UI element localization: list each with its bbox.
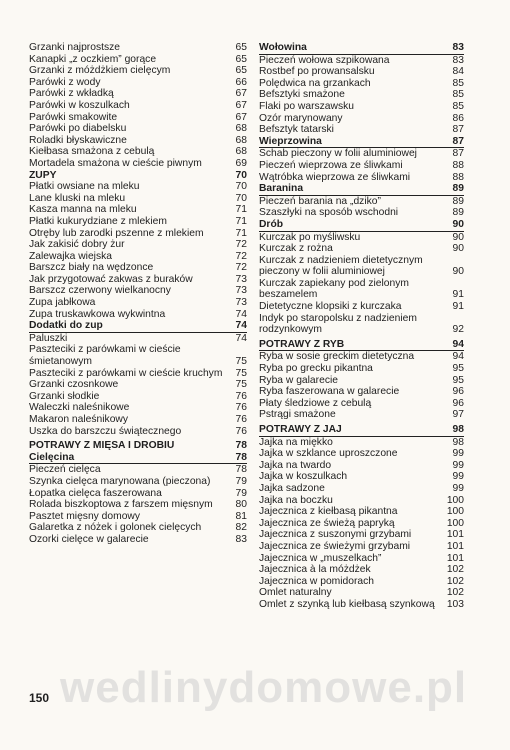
toc-entry <box>259 351 464 363</box>
toc-entry-page: 85 <box>452 77 464 89</box>
toc-entry-title: Kiełbasa smażona z cebulą <box>29 146 155 158</box>
toc-entry <box>259 207 464 219</box>
toc-entry-page: 68 <box>235 123 247 135</box>
toc-entry-title: Kanapki „z oczkiem” gorące <box>29 53 157 65</box>
toc-entry-title: Indyk po staropolsku z nadzieniem rodzynkowym <box>259 312 417 336</box>
watermark: wedlinydomowe.pl <box>60 663 468 712</box>
toc-entry <box>29 77 247 89</box>
toc-entry-page: 99 <box>452 459 464 471</box>
toc-entry <box>259 196 464 208</box>
toc-entry-page: 97 <box>452 409 464 421</box>
toc-entry-page: 92 <box>452 324 464 336</box>
toc-entry-title: Lane kluski na mleku <box>29 192 126 204</box>
toc-entry <box>259 518 464 530</box>
toc-entry-title: Parówki w koszulkach <box>29 99 130 111</box>
toc-entry <box>259 437 464 449</box>
toc-entry-title: Łopatka cielęca faszerowana <box>29 487 162 499</box>
toc-entry-title: ZUPY <box>29 169 57 181</box>
toc-entry <box>259 576 464 588</box>
toc-entry <box>259 483 464 495</box>
toc-entry-page: 65 <box>235 53 247 65</box>
toc-entry <box>29 344 247 367</box>
toc-entry-title: Jajka w szklance uproszczone <box>259 448 398 460</box>
toc-entry-title: Ryba faszerowana w galarecie <box>259 386 400 398</box>
toc-entry <box>259 375 464 387</box>
toc-entry-page: 72 <box>235 262 247 274</box>
toc-entry-title: Jajecznica w „muszelkach” <box>259 552 382 564</box>
toc-entry-title: Jajka sadzone <box>259 482 325 494</box>
toc-entry <box>29 54 247 66</box>
toc-right-column <box>259 42 464 611</box>
toc-entry <box>29 146 247 158</box>
toc-entry-title: POTRAWY Z MIĘSA I DROBIU <box>29 440 175 452</box>
toc-entry-page: 98 <box>452 436 464 448</box>
toc-entry-page: 100 <box>446 517 464 529</box>
toc-entry <box>29 426 247 438</box>
toc-left-column <box>29 42 247 546</box>
toc-entry-page: 74 <box>235 308 247 320</box>
toc-entry <box>259 495 464 507</box>
toc-entry-title: Zalewajka wiejska <box>29 250 112 262</box>
toc-entry-title: Pasztet mięsny domowy <box>29 510 141 522</box>
toc-entry <box>259 55 464 67</box>
toc-entry <box>29 274 247 286</box>
toc-entry-title: Kurczak z rożna <box>259 243 333 255</box>
toc-entry-title: Ozorki cielęce w galarecie <box>29 533 149 545</box>
toc-entry-title: Jajecznica w pomidorach <box>259 575 375 587</box>
toc-entry-page: 81 <box>235 510 247 522</box>
toc-entry-page: 79 <box>235 475 247 487</box>
toc-entry-title: Paszteciki z parówkami w cieście śmietanowym <box>29 344 181 368</box>
toc-entry-title: Ryba po grecku pikantna <box>259 363 373 375</box>
toc-entry-page: 70 <box>235 169 247 181</box>
toc-entry-page: 68 <box>235 146 247 158</box>
toc-entry <box>259 541 464 553</box>
toc-entry <box>29 135 247 147</box>
toc-entry-page: 89 <box>452 195 464 207</box>
toc-entry <box>29 100 247 112</box>
toc-entry-page: 78 <box>235 451 247 463</box>
toc-section-heading <box>259 339 464 352</box>
toc-entry <box>29 379 247 391</box>
toc-entry <box>259 599 464 611</box>
toc-entry-page: 103 <box>446 598 464 610</box>
toc-section-heading <box>29 440 247 452</box>
toc-entry <box>29 488 247 500</box>
toc-entry-page: 75 <box>235 356 247 368</box>
toc-entry-page: 67 <box>235 111 247 123</box>
toc-entry-title: Cielęcina <box>29 451 75 463</box>
toc-entry <box>259 363 464 375</box>
toc-entry <box>29 181 247 193</box>
toc-entry <box>259 506 464 518</box>
toc-entry-page: 94 <box>452 351 464 363</box>
toc-entry-title: Grzanki słodkie <box>29 390 100 402</box>
toc-entry-page: 74 <box>235 332 247 344</box>
toc-entry-page: 74 <box>235 320 247 332</box>
toc-entry-page: 72 <box>235 250 247 262</box>
toc-entry-page: 73 <box>235 297 247 309</box>
toc-entry-page: 101 <box>446 540 464 552</box>
toc-entry <box>29 333 247 345</box>
toc-entry-title: Kurczak z nadzieniem dietetycznym pieczony w folii aluminiowej <box>259 254 423 278</box>
toc-entry-title: Kurczak zapiekany pod zielonym beszamelem <box>259 277 409 301</box>
toc-entry-page: 87 <box>452 135 464 147</box>
toc-entry-page: 79 <box>235 487 247 499</box>
toc-entry-title: Paszteciki z parówkami w cieście kruchym <box>29 367 223 379</box>
toc-entry-page: 85 <box>452 89 464 101</box>
toc-entry <box>29 262 247 274</box>
toc-entry-page: 76 <box>235 390 247 402</box>
toc-entry <box>259 232 464 244</box>
toc-entry-title: Jajka w koszulkach <box>259 471 348 483</box>
toc-entry <box>29 511 247 523</box>
toc-entry-title: Pieczeń cielęca <box>29 464 101 476</box>
toc-entry <box>29 204 247 216</box>
toc-entry-title: Parówki z wkładką <box>29 88 114 100</box>
toc-entry-title: Parówki po diabelsku <box>29 123 127 135</box>
toc-entry <box>259 89 464 101</box>
toc-entry-page: 66 <box>235 76 247 88</box>
toc-entry-title: Kasza manna na mleku <box>29 204 137 216</box>
toc-entry-title: Wieprzowina <box>259 135 322 147</box>
toc-entry-page: 91 <box>452 301 464 313</box>
toc-entry-page: 76 <box>235 414 247 425</box>
toc-entry <box>259 101 464 113</box>
toc-entry-page: 99 <box>452 471 464 483</box>
toc-entry-title: Jajka na boczku <box>259 494 333 506</box>
toc-entry <box>29 368 247 380</box>
toc-entry <box>29 251 247 263</box>
toc-entry-title: Grzanki czosnkowe <box>29 379 119 391</box>
toc-entry <box>259 398 464 410</box>
toc-entry-page: 73 <box>235 285 247 297</box>
toc-entry-page: 86 <box>452 112 464 124</box>
toc-entry-title: Rolada biszkoptowa z farszem mięsnym <box>29 499 213 511</box>
toc-entry-title: Płatki owsiane na mleku <box>29 181 140 193</box>
toc-entry-title: Paluszki <box>29 332 68 344</box>
toc-section-heading <box>29 320 247 333</box>
toc-entry-page: 101 <box>446 529 464 541</box>
toc-entry-page: 98 <box>452 424 464 435</box>
toc-entry-title: Waleczki naleśnikowe <box>29 402 130 414</box>
toc-entry <box>29 285 247 297</box>
toc-entry <box>259 564 464 576</box>
toc-entry-title: Szaszłyki na sposób wschodni <box>259 207 399 219</box>
toc-entry-page: 99 <box>452 482 464 494</box>
toc-entry-page: 94 <box>452 338 464 350</box>
toc-entry-page: 67 <box>235 99 247 111</box>
toc-entry-title: Schab pieczony w folii aluminiowej <box>259 148 417 160</box>
toc-entry-page: 90 <box>452 266 464 278</box>
toc-entry-title: Ryba w sosie greckim dietetyczna <box>259 351 415 363</box>
toc-entry-page: 90 <box>452 231 464 243</box>
toc-entry-page: 83 <box>452 42 464 53</box>
toc-entry-title: Drób <box>259 218 284 230</box>
toc-entry <box>29 239 247 251</box>
toc-entry-page: 95 <box>452 374 464 386</box>
toc-entry-title: Galaretka z nóżek i golonek cielęcych <box>29 522 202 534</box>
toc-entry-page: 95 <box>452 363 464 375</box>
toc-entry <box>259 448 464 460</box>
toc-entry-title: Grzanki z móżdżkiem cielęcym <box>29 65 171 77</box>
toc-entry <box>29 88 247 100</box>
toc-entry-title: Kurczak po myśliwsku <box>259 231 361 243</box>
toc-entry <box>259 255 464 278</box>
toc-entry-page: 69 <box>235 157 247 169</box>
toc-entry-title: Jajka na miękko <box>259 436 333 448</box>
toc-entry-title: Ozór marynowany <box>259 112 343 124</box>
toc-entry-title: Pieczeń barania na „dziko” <box>259 195 381 207</box>
toc-entry <box>29 534 247 546</box>
toc-entry <box>29 499 247 511</box>
toc-entry <box>259 148 464 160</box>
toc-entry-page: 101 <box>446 552 464 564</box>
toc-entry <box>29 112 247 124</box>
toc-entry-page: 70 <box>235 192 247 204</box>
toc-section-heading <box>259 183 464 196</box>
toc-entry <box>259 172 464 184</box>
toc-entry-title: Jajecznica z suszonymi grzybami <box>259 529 412 541</box>
toc-entry-title: Uszka do barszczu świątecznego <box>29 425 182 437</box>
toc-entry-page: 78 <box>235 464 247 476</box>
toc-entry-title: Otręby lub zarodki pszenne z mlekiem <box>29 227 204 239</box>
toc-entry-page: 73 <box>235 273 247 285</box>
toc-entry-page: 80 <box>235 499 247 511</box>
toc-entry-title: Jak zakisić dobry żur <box>29 239 125 251</box>
toc-entry-page: 75 <box>235 367 247 379</box>
toc-entry-title: Befsztyki smażone <box>259 89 345 101</box>
toc-entry-page: 68 <box>235 134 247 146</box>
toc-entry <box>259 529 464 541</box>
toc-entry <box>29 42 247 54</box>
toc-entry-title: Jak przygotować zakwas z buraków <box>29 273 193 285</box>
toc-entry-title: Makaron naleśnikowy <box>29 414 129 425</box>
toc-entry-page: 76 <box>235 402 247 414</box>
toc-entry <box>259 160 464 172</box>
toc-entry-title: Pstrągi smażone <box>259 409 336 421</box>
toc-entry-page: 96 <box>452 397 464 409</box>
toc-entry-page: 70 <box>235 181 247 193</box>
toc-entry <box>29 476 247 488</box>
toc-entry-title: Wołowina <box>259 42 307 53</box>
toc-entry-title: Zupa jabłkowa <box>29 297 96 309</box>
toc-entry-page: 71 <box>235 215 247 227</box>
toc-entry-page: 89 <box>452 207 464 219</box>
toc-section-heading <box>259 219 464 232</box>
toc-entry-page: 83 <box>235 533 247 545</box>
toc-entry <box>259 78 464 90</box>
toc-entry <box>29 123 247 135</box>
toc-entry <box>259 243 464 255</box>
toc-entry-page: 87 <box>452 148 464 160</box>
toc-entry-page: 89 <box>452 183 464 195</box>
toc-entry <box>29 464 247 476</box>
toc-entry-title: Jajecznica à la móżdżek <box>259 564 371 576</box>
toc-entry-title: Baranina <box>259 183 304 195</box>
toc-entry <box>259 471 464 483</box>
toc-entry <box>29 216 247 228</box>
toc-entry-title: Ryba w galarecie <box>259 374 338 386</box>
toc-entry <box>259 313 464 336</box>
toc-entry-title: Mortadela smażona w cieście piwnym <box>29 157 202 169</box>
toc-entry-page: 84 <box>452 66 464 78</box>
toc-entry <box>29 65 247 77</box>
toc-entry-title: Omlet z szynką lub kiełbasą szynkową <box>259 598 435 610</box>
toc-entry-page: 65 <box>235 65 247 77</box>
toc-entry-title: POTRAWY Z JAJ <box>259 424 342 435</box>
toc-entry-title: Omlet naturalny <box>259 587 332 599</box>
toc-entry <box>29 297 247 309</box>
toc-entry-title: Grzanki najprostsze <box>29 42 120 53</box>
toc-entry-title: Roladki błyskawiczne <box>29 134 127 146</box>
toc-entry-title: Jajka na twardo <box>259 459 332 471</box>
toc-entry-title: Polędwica na grzankach <box>259 77 371 89</box>
toc-section-heading <box>259 424 464 437</box>
toc-entry-page: 102 <box>446 564 464 576</box>
toc-entry-page: 71 <box>235 227 247 239</box>
toc-entry <box>259 278 464 301</box>
toc-entry-title: Befsztyk tatarski <box>259 124 334 136</box>
toc-entry-page: 82 <box>235 522 247 534</box>
toc-entry-title: POTRAWY Z RYB <box>259 338 345 350</box>
toc-entry-title: Rostbef po prowansalsku <box>259 66 375 78</box>
toc-entry-title: Pieczeń wieprzowa ze śliwkami <box>259 159 403 171</box>
toc-entry <box>29 391 247 403</box>
toc-entry-page: 72 <box>235 239 247 251</box>
toc-entry-title: Jajecznica ze świeżymi grzybami <box>259 540 411 552</box>
toc-section-heading <box>259 42 464 55</box>
toc-entry-title: Pieczeń wołowa szpikowana <box>259 54 390 66</box>
toc-entry <box>259 460 464 472</box>
toc-entry-page: 99 <box>452 448 464 460</box>
toc-entry-page: 83 <box>452 54 464 66</box>
toc-entry-title: Jajecznica z kiełbasą pikantna <box>259 506 398 518</box>
toc-entry <box>259 124 464 136</box>
toc-entry-page: 102 <box>446 587 464 599</box>
toc-entry-page: 102 <box>446 575 464 587</box>
toc-entry <box>29 402 247 414</box>
toc-entry-title: Zupa truskawkowa wykwintna <box>29 308 166 320</box>
toc-entry <box>259 409 464 421</box>
toc-entry-title: Parówki z wody <box>29 76 101 88</box>
toc-entry-page: 90 <box>452 218 464 230</box>
toc-entry-title: Barszcz biały na wędzonce <box>29 262 154 274</box>
toc-section-heading <box>29 170 247 182</box>
toc-entry <box>259 66 464 78</box>
toc-entry-title: Flaki po warszawsku <box>259 100 354 112</box>
toc-entry-page: 90 <box>452 243 464 255</box>
toc-entry-title: Dietetyczne klopsiki z kurczaka <box>259 301 402 313</box>
toc-entry-title: Płatki kukurydziane z mlekiem <box>29 215 167 227</box>
toc-entry-page: 100 <box>446 494 464 506</box>
toc-entry <box>259 301 464 313</box>
toc-entry <box>259 553 464 565</box>
toc-entry <box>29 309 247 321</box>
toc-entry-title: Barszcz czerwony wielkanocny <box>29 285 171 297</box>
toc-section-heading <box>259 136 464 149</box>
toc-entry-page: 96 <box>452 386 464 398</box>
toc-entry <box>29 414 247 426</box>
toc-entry <box>29 228 247 240</box>
page-number: 150 <box>29 691 50 705</box>
toc-entry-page: 78 <box>235 440 247 452</box>
toc-entry-page: 85 <box>452 100 464 112</box>
toc-entry <box>29 193 247 205</box>
toc-entry-page: 76 <box>235 425 247 437</box>
toc-entry-title: Płaty śledziowe z cebulą <box>259 397 372 409</box>
toc-entry-title: Parówki smakowite <box>29 111 118 123</box>
toc-entry-page: 71 <box>235 204 247 216</box>
toc-entry-page: 87 <box>452 124 464 136</box>
toc-entry-page: 88 <box>452 159 464 171</box>
toc-entry-page: 91 <box>452 289 464 301</box>
toc-entry <box>259 113 464 125</box>
toc-section-heading <box>29 452 247 465</box>
toc-entry <box>29 522 247 534</box>
toc-entry-page: 100 <box>446 506 464 518</box>
toc-entry <box>259 386 464 398</box>
toc-entry-page: 88 <box>452 171 464 183</box>
toc-entry-page: 67 <box>235 88 247 100</box>
toc-entry-page: 75 <box>235 379 247 391</box>
toc-entry <box>29 158 247 170</box>
toc-entry-title: Szynka cielęca marynowana (pieczona) <box>29 475 211 487</box>
toc-entry-title: Dodatki do zup <box>29 320 103 332</box>
toc-entry-title: Wątróbka wieprzowa ze śliwkami <box>259 171 411 183</box>
toc-entry <box>259 587 464 599</box>
toc-entry-title: Jajecznica ze świeżą papryką <box>259 517 395 529</box>
toc-entry-page: 65 <box>235 42 247 53</box>
